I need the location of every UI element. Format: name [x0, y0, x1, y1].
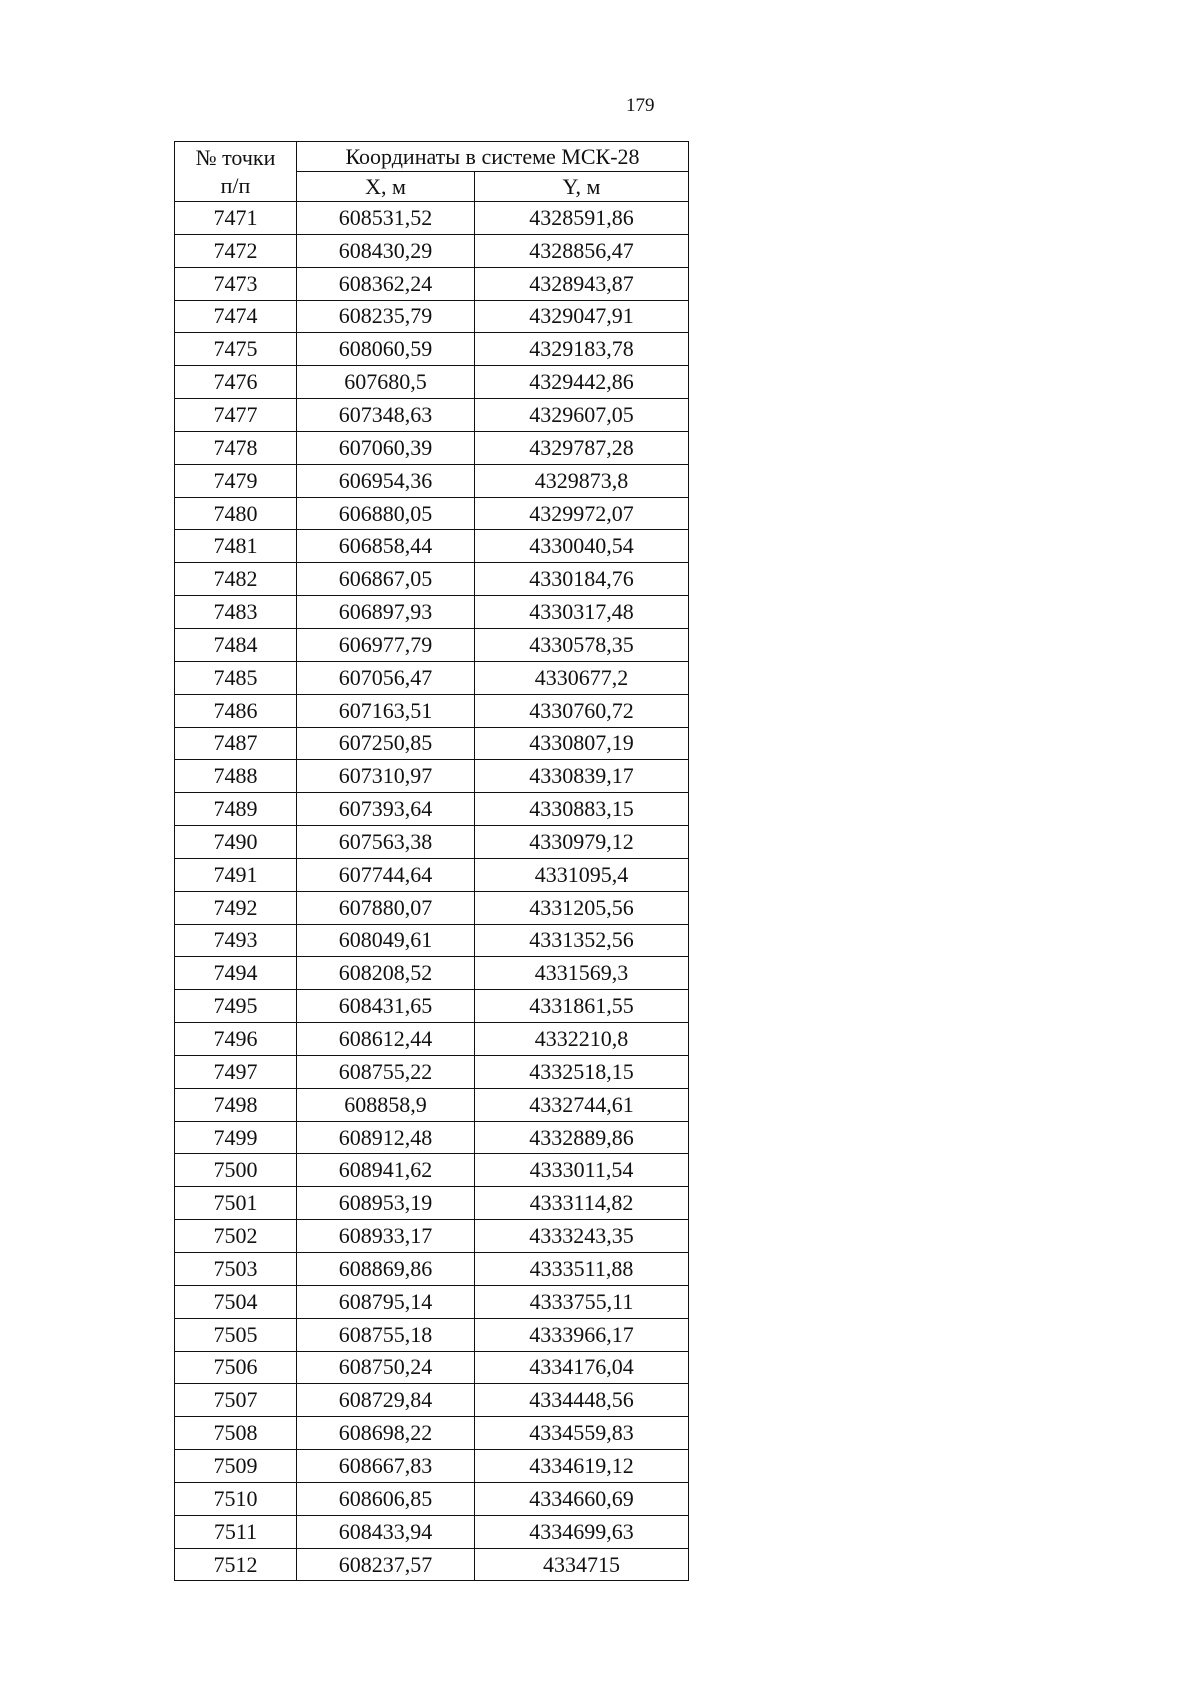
point-number-cell: 7486: [175, 694, 297, 727]
table-row: [175, 267, 689, 300]
y-coordinate-cell: 4330883,15: [475, 793, 689, 826]
table-row: [175, 957, 689, 990]
x-coordinate-cell: 606897,93: [297, 596, 475, 629]
table-row: [175, 563, 689, 596]
table-row: [175, 1055, 689, 1088]
coordinates-system-header: Координаты в системе МСК-28: [297, 142, 689, 172]
point-number-cell: 7476: [175, 366, 297, 399]
x-coordinate-cell: 608858,9: [297, 1088, 475, 1121]
y-coordinate-cell: 4329972,07: [475, 497, 689, 530]
table-row: [175, 464, 689, 497]
y-coordinate-cell: 4330317,48: [475, 596, 689, 629]
x-coordinate-cell: 608912,48: [297, 1121, 475, 1154]
y-coordinate-cell: 4331095,4: [475, 858, 689, 891]
x-coordinate-cell: 608755,18: [297, 1318, 475, 1351]
point-number-cell: 7485: [175, 661, 297, 694]
x-coordinate-cell: 607744,64: [297, 858, 475, 891]
x-coordinate-cell: 607348,63: [297, 399, 475, 432]
point-number-cell: 7472: [175, 234, 297, 267]
x-coordinate-cell: 608755,22: [297, 1055, 475, 1088]
table-body: [175, 202, 689, 1581]
table-row: [175, 300, 689, 333]
y-coordinate-cell: 4329873,8: [475, 464, 689, 497]
y-coordinate-cell: 4331352,56: [475, 924, 689, 957]
x-coordinate-cell: 608667,83: [297, 1450, 475, 1483]
y-coordinate-cell: 4334660,69: [475, 1482, 689, 1515]
table-row: [175, 1285, 689, 1318]
y-coordinate-cell: 4331569,3: [475, 957, 689, 990]
x-coordinate-cell: 607563,38: [297, 826, 475, 859]
y-coordinate-cell: 4334619,12: [475, 1450, 689, 1483]
point-number-cell: 7497: [175, 1055, 297, 1088]
point-number-cell: 7491: [175, 858, 297, 891]
table-row: [175, 826, 689, 859]
x-coordinate-cell: 608049,61: [297, 924, 475, 957]
y-coordinate-cell: 4332744,61: [475, 1088, 689, 1121]
y-coordinate-cell: 4334699,63: [475, 1515, 689, 1548]
y-coordinate-cell: 4330807,19: [475, 727, 689, 760]
point-number-cell: 7473: [175, 267, 297, 300]
x-coordinate-cell: 608698,22: [297, 1417, 475, 1450]
point-number-cell: 7489: [175, 793, 297, 826]
y-coordinate-cell: 4330760,72: [475, 694, 689, 727]
y-coordinate-cell: 4333511,88: [475, 1253, 689, 1286]
table-row: [175, 1450, 689, 1483]
x-coordinate-cell: 608235,79: [297, 300, 475, 333]
y-coordinate-cell: 4333966,17: [475, 1318, 689, 1351]
x-coordinate-cell: 607060,39: [297, 431, 475, 464]
y-coordinate-cell: 4329787,28: [475, 431, 689, 464]
y-coordinate-cell: 4328591,86: [475, 202, 689, 235]
y-coordinate-cell: 4333114,82: [475, 1187, 689, 1220]
table-row: [175, 431, 689, 464]
y-coordinate-cell: 4332210,8: [475, 1023, 689, 1056]
table-row: [175, 760, 689, 793]
x-coordinate-cell: 608869,86: [297, 1253, 475, 1286]
y-coordinate-cell: 4330979,12: [475, 826, 689, 859]
x-coordinate-cell: 608933,17: [297, 1220, 475, 1253]
table-row: [175, 1187, 689, 1220]
x-coordinate-cell: 608237,57: [297, 1548, 475, 1581]
point-number-cell: 7496: [175, 1023, 297, 1056]
x-coordinate-cell: 607163,51: [297, 694, 475, 727]
x-column-header: X, м: [297, 172, 475, 202]
x-coordinate-cell: 606867,05: [297, 563, 475, 596]
x-coordinate-cell: 606954,36: [297, 464, 475, 497]
point-number-cell: 7481: [175, 530, 297, 563]
table-row: [175, 990, 689, 1023]
y-coordinate-cell: 4332889,86: [475, 1121, 689, 1154]
table-row: [175, 333, 689, 366]
table-row: [175, 596, 689, 629]
x-coordinate-cell: 606977,79: [297, 628, 475, 661]
y-coordinate-cell: 4331205,56: [475, 891, 689, 924]
y-coordinate-cell: 4331861,55: [475, 990, 689, 1023]
table-row: [175, 1351, 689, 1384]
point-number-cell: 7498: [175, 1088, 297, 1121]
y-coordinate-cell: 4330040,54: [475, 530, 689, 563]
point-number-cell: 7512: [175, 1548, 297, 1581]
y-coordinate-cell: 4334448,56: [475, 1384, 689, 1417]
table-row: [175, 858, 689, 891]
y-coordinate-cell: 4330578,35: [475, 628, 689, 661]
x-coordinate-cell: 607680,5: [297, 366, 475, 399]
point-number-cell: 7492: [175, 891, 297, 924]
x-coordinate-cell: 608795,14: [297, 1285, 475, 1318]
table-row: [175, 1023, 689, 1056]
point-number-cell: 7501: [175, 1187, 297, 1220]
point-number-cell: 7504: [175, 1285, 297, 1318]
y-coordinate-cell: 4334176,04: [475, 1351, 689, 1384]
point-number-cell: 7474: [175, 300, 297, 333]
x-coordinate-cell: 606858,44: [297, 530, 475, 563]
x-coordinate-cell: 608431,65: [297, 990, 475, 1023]
y-coordinate-cell: 4333243,35: [475, 1220, 689, 1253]
table-row: [175, 1417, 689, 1450]
y-coordinate-cell: 4330184,76: [475, 563, 689, 596]
point-number-cell: 7502: [175, 1220, 297, 1253]
x-coordinate-cell: 608430,29: [297, 234, 475, 267]
table-row: [175, 366, 689, 399]
point-number-cell: 7510: [175, 1482, 297, 1515]
table-row: [175, 1482, 689, 1515]
table-row: [175, 497, 689, 530]
y-coordinate-cell: 4332518,15: [475, 1055, 689, 1088]
point-number-cell: 7508: [175, 1417, 297, 1450]
x-coordinate-cell: 606880,05: [297, 497, 475, 530]
point-number-cell: 7478: [175, 431, 297, 464]
table-row: [175, 1515, 689, 1548]
point-number-cell: 7488: [175, 760, 297, 793]
point-number-cell: 7477: [175, 399, 297, 432]
y-column-header: Y, м: [475, 172, 689, 202]
table-row: [175, 1548, 689, 1581]
y-coordinate-cell: 4330839,17: [475, 760, 689, 793]
point-number-cell: 7493: [175, 924, 297, 957]
table-row: [175, 1121, 689, 1154]
point-number-cell: 7507: [175, 1384, 297, 1417]
coordinates-table: [174, 141, 689, 1581]
point-number-cell: 7480: [175, 497, 297, 530]
x-coordinate-cell: 607880,07: [297, 891, 475, 924]
table-row: [175, 727, 689, 760]
x-coordinate-cell: 608208,52: [297, 957, 475, 990]
table-row: [175, 530, 689, 563]
table-row: [175, 1088, 689, 1121]
y-coordinate-cell: 4328856,47: [475, 234, 689, 267]
x-coordinate-cell: 608433,94: [297, 1515, 475, 1548]
point-number-cell: 7475: [175, 333, 297, 366]
point-number-cell: 7487: [175, 727, 297, 760]
point-number-header-line2: п/п: [220, 172, 251, 198]
table-row: [175, 1253, 689, 1286]
y-coordinate-cell: 4329183,78: [475, 333, 689, 366]
table-header: [175, 142, 689, 202]
y-coordinate-cell: 4330677,2: [475, 661, 689, 694]
x-coordinate-cell: 607056,47: [297, 661, 475, 694]
point-number-cell: 7471: [175, 202, 297, 235]
point-number-cell: 7483: [175, 596, 297, 629]
page-number: 179: [626, 95, 655, 116]
table-row: [175, 891, 689, 924]
point-number-cell: 7503: [175, 1253, 297, 1286]
table-row: [175, 1384, 689, 1417]
table-row: [175, 1220, 689, 1253]
x-coordinate-cell: 607250,85: [297, 727, 475, 760]
y-coordinate-cell: 4333755,11: [475, 1285, 689, 1318]
y-coordinate-cell: 4329442,86: [475, 366, 689, 399]
table-row: [175, 628, 689, 661]
x-coordinate-cell: 607310,97: [297, 760, 475, 793]
point-number-cell: 7499: [175, 1121, 297, 1154]
point-number-cell: 7482: [175, 563, 297, 596]
table-row: [175, 924, 689, 957]
point-number-cell: 7484: [175, 628, 297, 661]
point-number-cell: 7500: [175, 1154, 297, 1187]
table-row: [175, 202, 689, 235]
x-coordinate-cell: 608941,62: [297, 1154, 475, 1187]
x-coordinate-cell: 608531,52: [297, 202, 475, 235]
y-coordinate-cell: 4334715: [475, 1548, 689, 1581]
point-number-header-line1: № точки: [195, 144, 276, 170]
table-row: [175, 661, 689, 694]
table-row: [175, 1154, 689, 1187]
x-coordinate-cell: 607393,64: [297, 793, 475, 826]
y-coordinate-cell: 4328943,87: [475, 267, 689, 300]
x-coordinate-cell: 608750,24: [297, 1351, 475, 1384]
point-number-cell: 7511: [175, 1515, 297, 1548]
table-row: [175, 399, 689, 432]
x-coordinate-cell: 608060,59: [297, 333, 475, 366]
y-coordinate-cell: 4329047,91: [475, 300, 689, 333]
point-number-cell: 7509: [175, 1450, 297, 1483]
x-coordinate-cell: 608953,19: [297, 1187, 475, 1220]
table-row: [175, 694, 689, 727]
table-row: [175, 1318, 689, 1351]
point-number-cell: 7479: [175, 464, 297, 497]
point-number-cell: 7505: [175, 1318, 297, 1351]
x-coordinate-cell: 608729,84: [297, 1384, 475, 1417]
point-number-cell: 7506: [175, 1351, 297, 1384]
x-coordinate-cell: 608362,24: [297, 267, 475, 300]
point-number-cell: 7495: [175, 990, 297, 1023]
point-number-cell: 7490: [175, 826, 297, 859]
x-coordinate-cell: 608606,85: [297, 1482, 475, 1515]
point-number-header: [175, 142, 297, 202]
x-coordinate-cell: 608612,44: [297, 1023, 475, 1056]
table-row: [175, 234, 689, 267]
table-row: [175, 793, 689, 826]
y-coordinate-cell: 4329607,05: [475, 399, 689, 432]
y-coordinate-cell: 4334559,83: [475, 1417, 689, 1450]
point-number-cell: 7494: [175, 957, 297, 990]
y-coordinate-cell: 4333011,54: [475, 1154, 689, 1187]
